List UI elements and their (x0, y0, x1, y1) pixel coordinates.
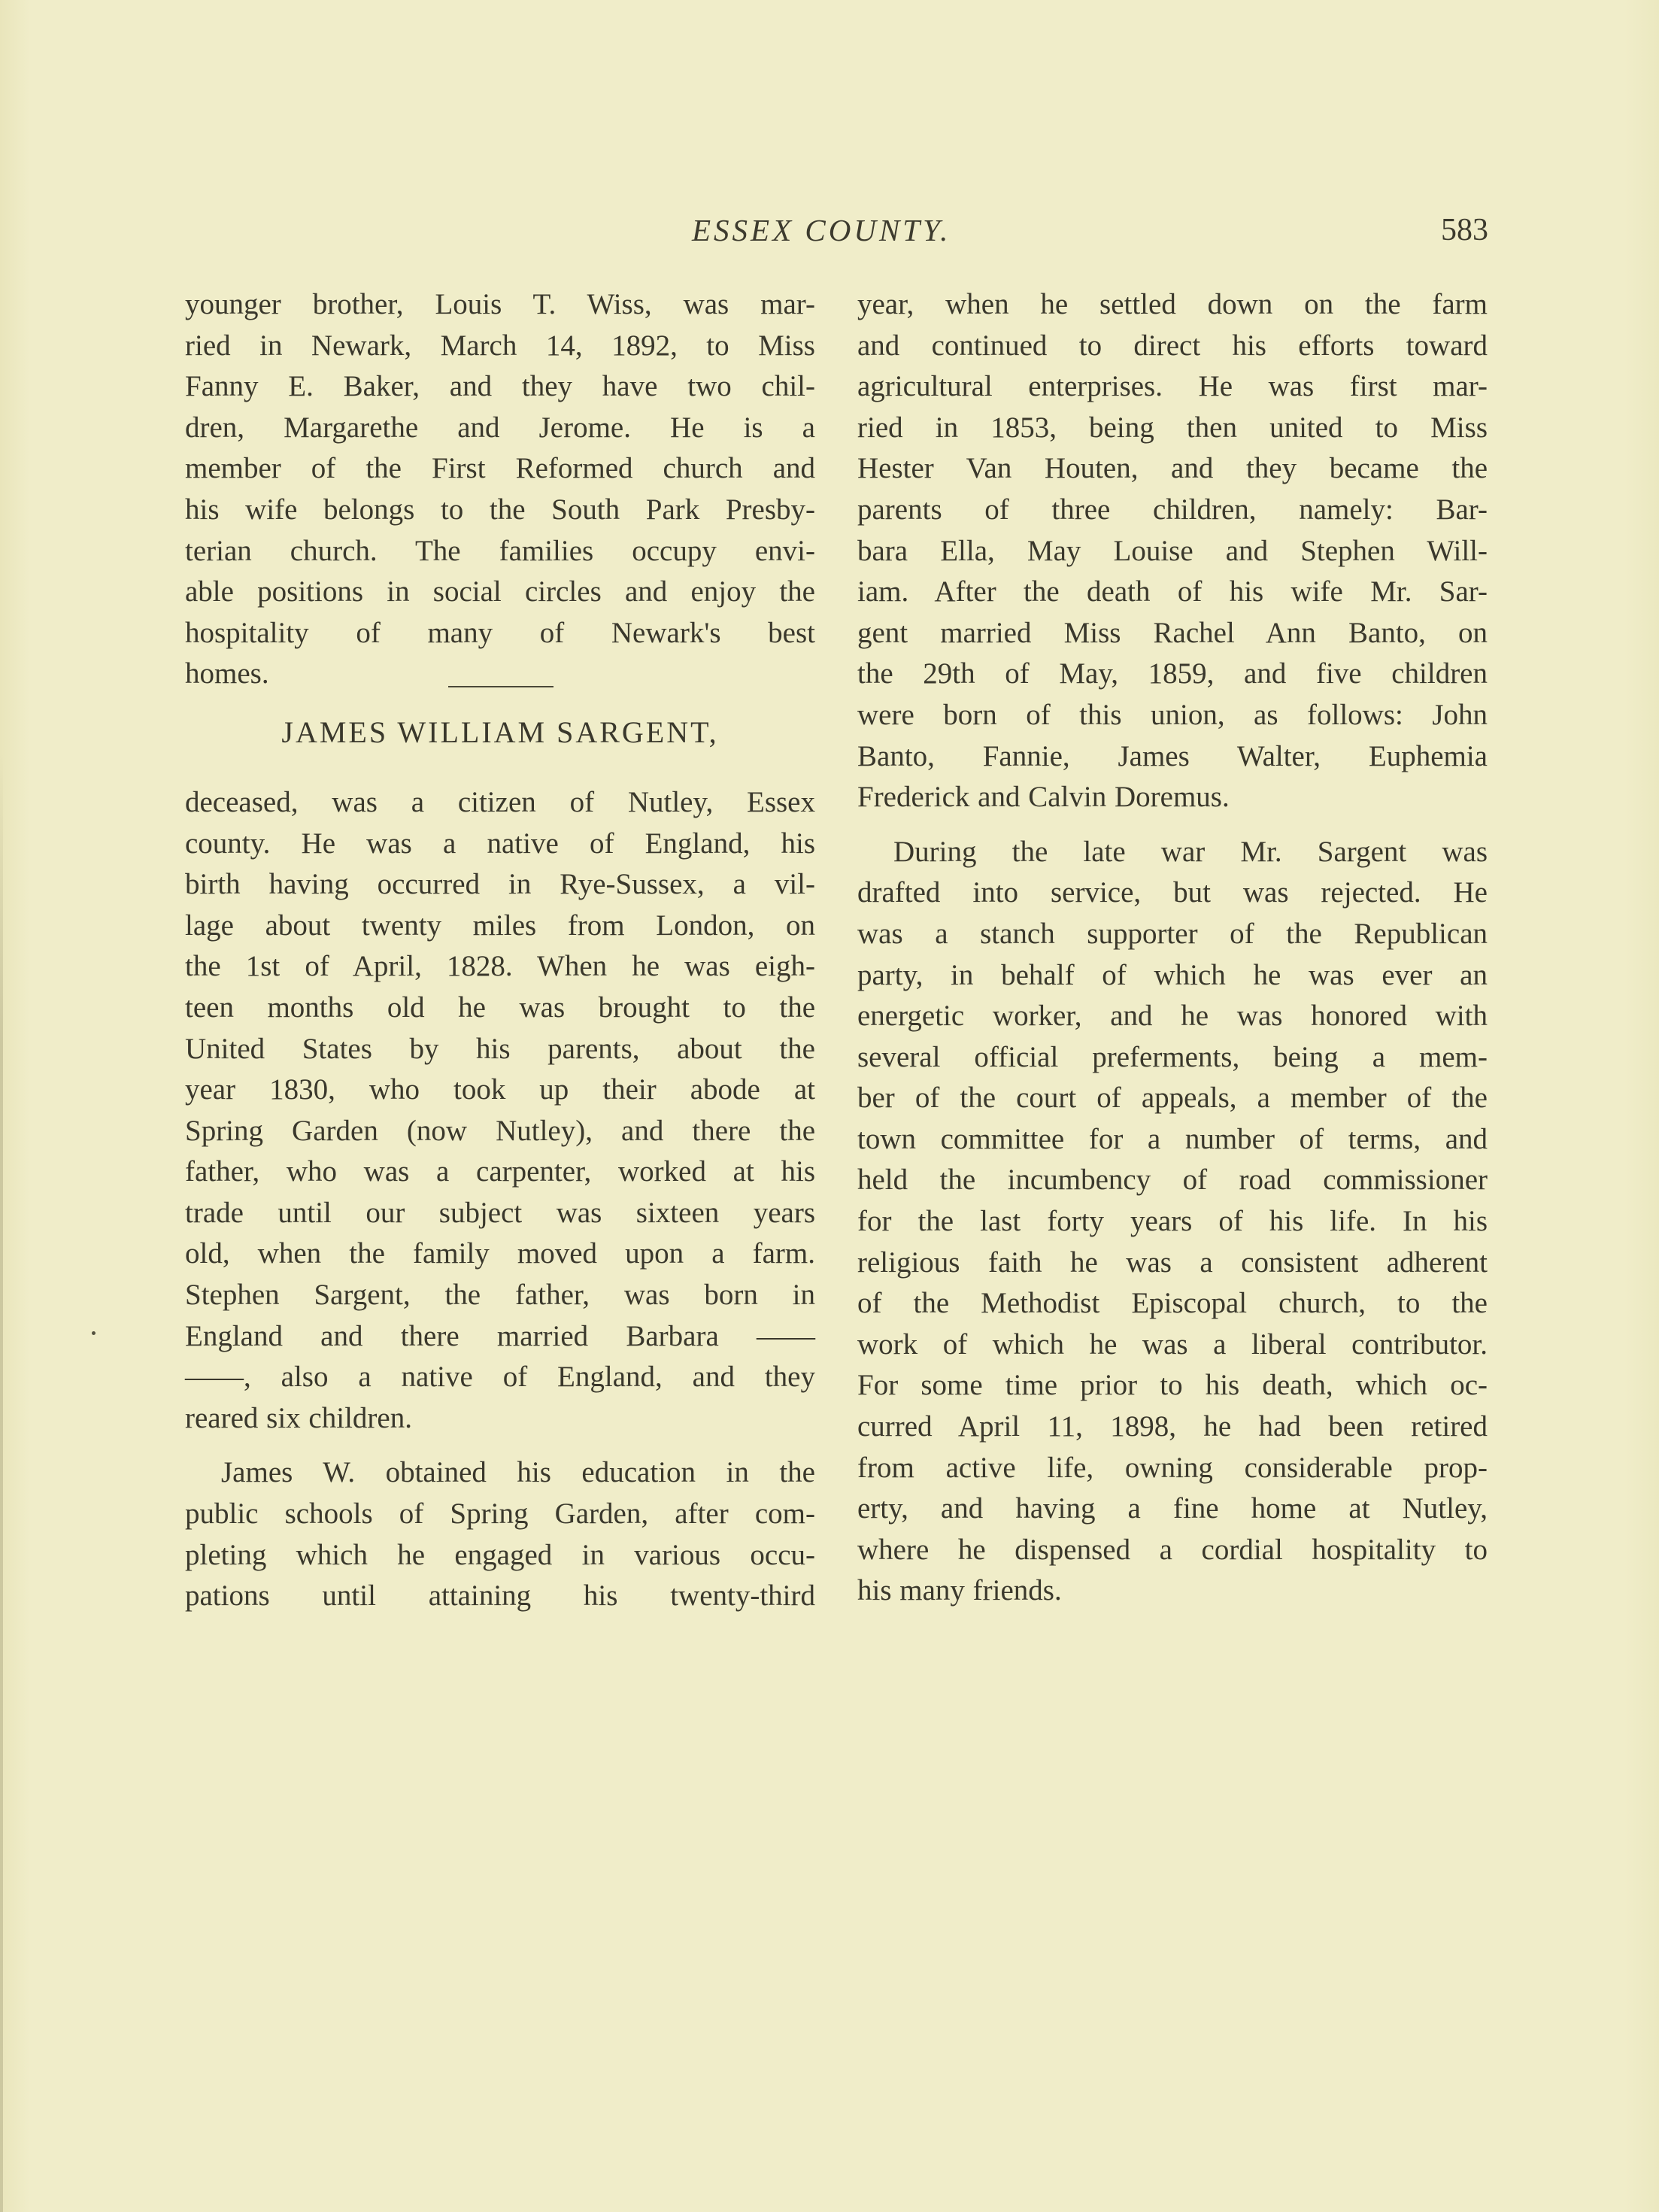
text-line: party, in behalf of which he was ever an (857, 958, 1488, 991)
text-line: drafted into service, but was rejected. He (857, 876, 1488, 909)
text-line: trade until our subject was sixteen years (185, 1196, 815, 1229)
text-line: Banto, Fannie, James Walter, Euphemia (857, 739, 1488, 772)
text-line: pations until attaining his twenty-third (185, 1579, 815, 1613)
text-line: town committee for a number of terms, and (857, 1122, 1488, 1155)
text-line: the 1st of April, 1828. When he was eigh- (185, 950, 815, 983)
text-line: younger brother, Louis T. Wiss, was mar- (185, 288, 815, 320)
text-line: religious faith he was a consistent adherent (857, 1246, 1488, 1279)
text-line: held the incumbency of road commissioner (857, 1164, 1488, 1197)
text-line: for the last forty years of his life. In his (857, 1205, 1488, 1238)
text-line: birth having occurred in Rye-Sussex, a vil- (185, 868, 815, 901)
paragraph-sargent-education (185, 1452, 815, 1616)
text-line: Hester Van Houten, and they became the (857, 452, 1488, 485)
text-line: the 29th of May, 1859, and five children (857, 657, 1488, 690)
text-line: deceased, was a citizen of Nutley, Essex (185, 785, 815, 818)
text-line: year, when he settled down on the farm (857, 288, 1488, 320)
text-line: was a stanch supporter of the Republican (857, 917, 1488, 950)
text-line: Fanny E. Baker, and they have two chil- (185, 370, 815, 403)
text-line: During the late war Mr. Sargent was (893, 835, 1488, 868)
text-line: and continued to direct his efforts toward (857, 329, 1488, 362)
text-line: lage about twenty miles from London, on (185, 909, 815, 942)
text-line: Stephen Sargent, the father, was born in (185, 1279, 815, 1312)
text-line: several official preferments, being a mem- (857, 1040, 1488, 1073)
paragraph-sargent-public-life (857, 832, 1488, 1612)
text-line: England and there married Barbara —— (185, 1319, 815, 1352)
text-line: energetic worker, and he was honored with (857, 1000, 1488, 1033)
text-line: gent married Miss Rachel Ann Banto, on (857, 616, 1488, 649)
text-line: Frederick and Calvin Doremus. (857, 781, 1230, 814)
text-line: dren, Margarethe and Jerome. He is a (185, 411, 815, 444)
text-line: iam. After the death of his wife Mr. Sar- (857, 575, 1488, 608)
text-line: ber of the court of appeals, a member of the (857, 1082, 1488, 1115)
right-column (857, 284, 1488, 1612)
text-line: able positions in social circles and enjoy the (185, 575, 815, 608)
text-line: ried in Newark, March 14, 1892, to Miss (185, 329, 815, 362)
text-line: from active life, owning considerable prop- (857, 1451, 1488, 1484)
text-line: hospitality of many of Newark's best (185, 616, 815, 649)
text-line: public schools of Spring Garden, after com- (185, 1497, 815, 1531)
text-line: teen months old he was brought to the (185, 991, 815, 1024)
paragraph-wiss-family (185, 284, 815, 695)
text-line: his wife belongs to the South Park Presby- (185, 493, 815, 526)
text-line: were born of this union, as follows: John (857, 698, 1488, 731)
left-column (185, 284, 815, 1617)
text-line: ried in 1853, being then united to Miss (857, 411, 1488, 444)
page-edge-shadow (0, 752, 3, 2212)
text-line: reared six children. (185, 1401, 412, 1434)
text-line: homes. (185, 657, 269, 690)
text-line: ——, also a native of England, and they (185, 1361, 815, 1394)
text-line: agricultural enterprises. He was first mar- (857, 370, 1488, 403)
text-line: of the Methodist Episcopal church, to the (857, 1287, 1488, 1320)
text-line: pleting which he engaged in various occu- (185, 1538, 815, 1571)
text-line: old, when the family moved upon a farm. (185, 1237, 815, 1270)
biography-heading: JAMES WILLIAM SARGENT, (281, 715, 719, 749)
paragraph-sargent-origins (185, 782, 815, 1440)
text-line: erty, and having a fine home at Nutley, (857, 1492, 1488, 1525)
text-line: parents of three children, namely: Bar- (857, 493, 1488, 526)
text-line: Spring Garden (now Nutley), and there the (185, 1114, 815, 1147)
text-line: bara Ella, May Louise and Stephen Will- (857, 534, 1488, 567)
text-line: county. He was a native of England, his (185, 827, 815, 860)
text-line: terian church. The families occupy envi- (185, 534, 815, 567)
text-line: curred April 11, 1898, he had been retired (857, 1410, 1488, 1443)
text-line: father, who was a carpenter, worked at his (185, 1155, 815, 1188)
text-line: his many friends. (857, 1574, 1062, 1607)
text-line: work of which he was a liberal contributor. (857, 1328, 1488, 1361)
page-blemish (92, 1331, 96, 1335)
text-line: year 1830, who took up their abode at (185, 1073, 815, 1106)
running-title: ESSEX COUNTY. (692, 213, 951, 247)
text-line: United States by his parents, about the (185, 1032, 815, 1065)
text-line: For some time prior to his death, which oc- (857, 1369, 1488, 1402)
text-line: where he dispensed a cordial hospitality to (857, 1533, 1488, 1566)
section-divider (448, 686, 554, 687)
page-number: 583 (1441, 213, 1488, 247)
text-line: James W. obtained his education in the (221, 1456, 815, 1489)
paragraph-sargent-marriages (857, 284, 1488, 818)
text-line: member of the First Reformed church and (185, 452, 815, 485)
